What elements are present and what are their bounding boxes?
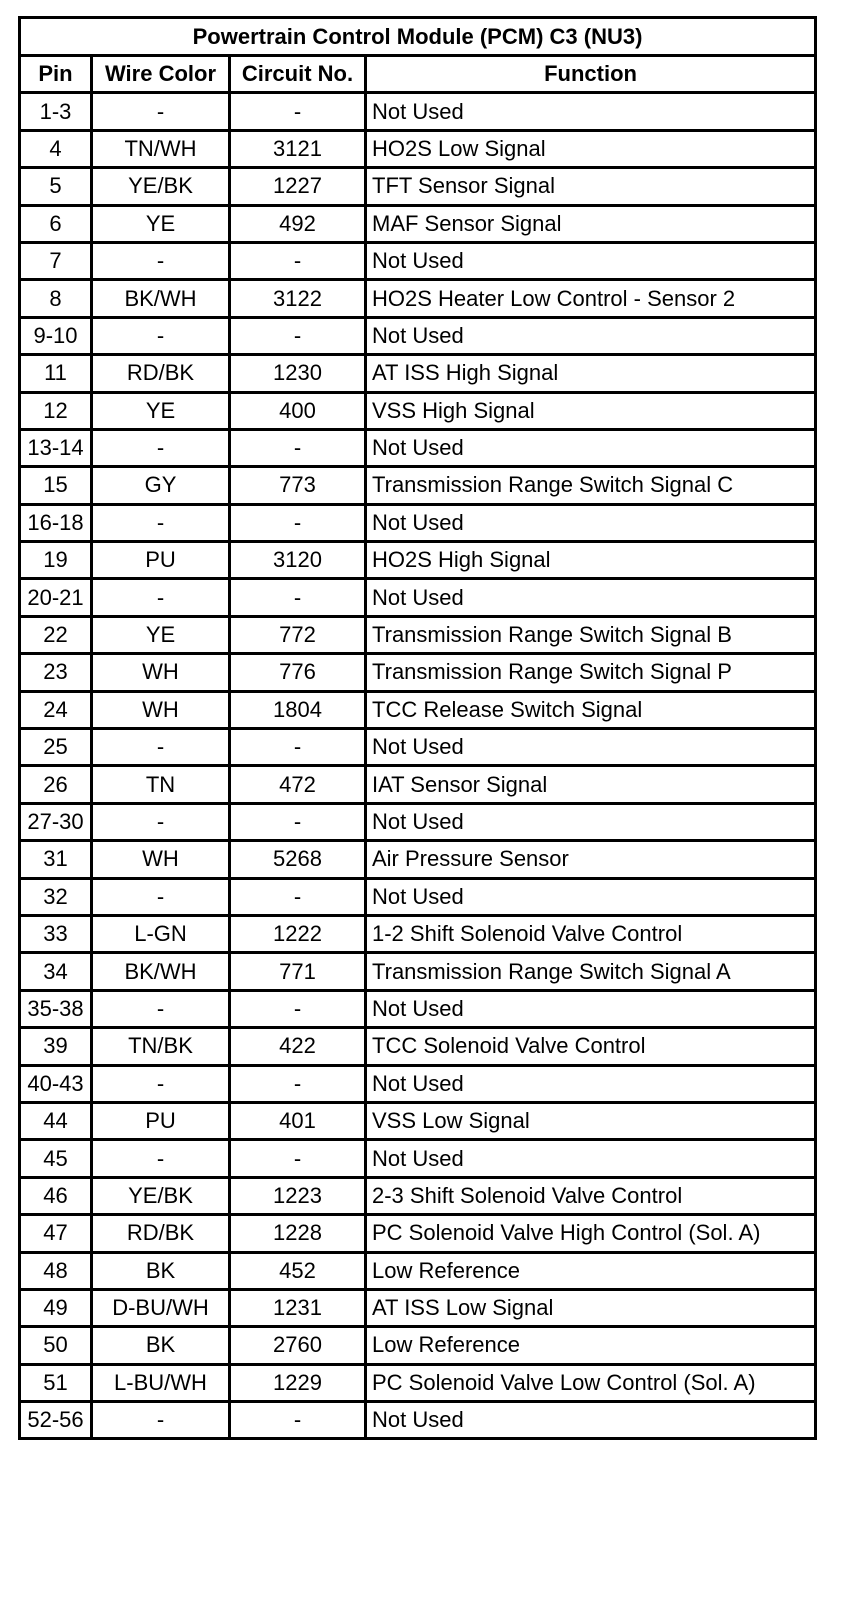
cell-circuit-no: 472 xyxy=(230,766,366,803)
cell-function: Not Used xyxy=(366,242,816,279)
cell-circuit-no: 776 xyxy=(230,654,366,691)
cell-function: Not Used xyxy=(366,803,816,840)
cell-pin: 35-38 xyxy=(20,990,92,1027)
cell-function: PC Solenoid Valve Low Control (Sol. A) xyxy=(366,1364,816,1401)
cell-wire-color: BK xyxy=(92,1327,230,1364)
cell-wire-color: BK/WH xyxy=(92,953,230,990)
cell-function: VSS High Signal xyxy=(366,392,816,429)
cell-circuit-no: - xyxy=(230,803,366,840)
cell-pin: 4 xyxy=(20,130,92,167)
table-row xyxy=(20,841,816,878)
cell-function: PC Solenoid Valve High Control (Sol. A) xyxy=(366,1215,816,1252)
cell-function: Low Reference xyxy=(366,1327,816,1364)
cell-pin: 6 xyxy=(20,205,92,242)
table-row xyxy=(20,429,816,466)
cell-pin: 50 xyxy=(20,1327,92,1364)
cell-pin: 1-3 xyxy=(20,93,92,130)
cell-circuit-no: - xyxy=(230,990,366,1027)
cell-wire-color: TN xyxy=(92,766,230,803)
cell-wire-color: - xyxy=(92,1065,230,1102)
cell-circuit-no: - xyxy=(230,242,366,279)
cell-circuit-no: - xyxy=(230,729,366,766)
cell-circuit-no: - xyxy=(230,1065,366,1102)
cell-pin: 46 xyxy=(20,1177,92,1214)
table-row xyxy=(20,1252,816,1289)
cell-function: IAT Sensor Signal xyxy=(366,766,816,803)
table-row xyxy=(20,317,816,354)
cell-wire-color: - xyxy=(92,504,230,541)
cell-wire-color: - xyxy=(92,803,230,840)
cell-circuit-no: - xyxy=(230,1140,366,1177)
table-row xyxy=(20,467,816,504)
cell-function: Not Used xyxy=(366,1140,816,1177)
cell-wire-color: PU xyxy=(92,1102,230,1139)
cell-function: Transmission Range Switch Signal A xyxy=(366,953,816,990)
cell-pin: 45 xyxy=(20,1140,92,1177)
cell-wire-color: - xyxy=(92,242,230,279)
table-row xyxy=(20,766,816,803)
table-row xyxy=(20,990,816,1027)
cell-function: AT ISS High Signal xyxy=(366,355,816,392)
cell-circuit-no: 1230 xyxy=(230,355,366,392)
column-header-pin: Pin xyxy=(20,56,92,93)
cell-circuit-no: 3122 xyxy=(230,280,366,317)
cell-wire-color: WH xyxy=(92,654,230,691)
cell-function: 1-2 Shift Solenoid Valve Control xyxy=(366,915,816,952)
cell-wire-color: GY xyxy=(92,467,230,504)
table-title: Powertrain Control Module (PCM) C3 (NU3) xyxy=(20,18,816,56)
cell-wire-color: L-GN xyxy=(92,915,230,952)
cell-pin: 47 xyxy=(20,1215,92,1252)
cell-function: TCC Release Switch Signal xyxy=(366,691,816,728)
cell-wire-color: L-BU/WH xyxy=(92,1364,230,1401)
cell-pin: 40-43 xyxy=(20,1065,92,1102)
cell-wire-color: - xyxy=(92,429,230,466)
cell-function: Not Used xyxy=(366,990,816,1027)
table-row xyxy=(20,280,816,317)
cell-circuit-no: 1229 xyxy=(230,1364,366,1401)
cell-pin: 51 xyxy=(20,1364,92,1401)
cell-function: MAF Sensor Signal xyxy=(366,205,816,242)
table-row xyxy=(20,355,816,392)
cell-pin: 20-21 xyxy=(20,579,92,616)
table-row xyxy=(20,392,816,429)
cell-pin: 9-10 xyxy=(20,317,92,354)
table-row xyxy=(20,1215,816,1252)
cell-function: TFT Sensor Signal xyxy=(366,168,816,205)
cell-function: Transmission Range Switch Signal B xyxy=(366,616,816,653)
cell-circuit-no: 1804 xyxy=(230,691,366,728)
cell-pin: 33 xyxy=(20,915,92,952)
table-row xyxy=(20,878,816,915)
cell-pin: 23 xyxy=(20,654,92,691)
table-body xyxy=(20,93,816,1439)
header-row xyxy=(20,56,816,93)
cell-function: HO2S Low Signal xyxy=(366,130,816,167)
table-row xyxy=(20,1140,816,1177)
cell-function: Not Used xyxy=(366,1065,816,1102)
cell-wire-color: - xyxy=(92,1140,230,1177)
pin-table xyxy=(18,16,817,1440)
title-row xyxy=(20,18,816,56)
cell-circuit-no: 772 xyxy=(230,616,366,653)
cell-circuit-no: 492 xyxy=(230,205,366,242)
cell-function: TCC Solenoid Valve Control xyxy=(366,1028,816,1065)
cell-wire-color: - xyxy=(92,878,230,915)
cell-pin: 22 xyxy=(20,616,92,653)
cell-wire-color: PU xyxy=(92,542,230,579)
cell-wire-color: - xyxy=(92,990,230,1027)
cell-wire-color: YE/BK xyxy=(92,168,230,205)
cell-function: Not Used xyxy=(366,429,816,466)
column-header-circuit-no: Circuit No. xyxy=(230,56,366,93)
table-row xyxy=(20,1065,816,1102)
cell-wire-color: YE/BK xyxy=(92,1177,230,1214)
cell-pin: 15 xyxy=(20,467,92,504)
table-row xyxy=(20,1402,816,1439)
cell-function: HO2S High Signal xyxy=(366,542,816,579)
cell-wire-color: WH xyxy=(92,841,230,878)
cell-circuit-no: 773 xyxy=(230,467,366,504)
table-row xyxy=(20,1102,816,1139)
table-row xyxy=(20,654,816,691)
cell-circuit-no: 5268 xyxy=(230,841,366,878)
cell-function: Not Used xyxy=(366,579,816,616)
cell-circuit-no: - xyxy=(230,429,366,466)
cell-function: Transmission Range Switch Signal C xyxy=(366,467,816,504)
cell-wire-color: TN/WH xyxy=(92,130,230,167)
cell-circuit-no: 2760 xyxy=(230,1327,366,1364)
table-row xyxy=(20,242,816,279)
cell-circuit-no: 1231 xyxy=(230,1289,366,1326)
cell-pin: 27-30 xyxy=(20,803,92,840)
cell-wire-color: TN/BK xyxy=(92,1028,230,1065)
cell-function: Not Used xyxy=(366,93,816,130)
cell-circuit-no: - xyxy=(230,878,366,915)
cell-pin: 8 xyxy=(20,280,92,317)
cell-circuit-no: 1223 xyxy=(230,1177,366,1214)
cell-pin: 31 xyxy=(20,841,92,878)
table-row xyxy=(20,953,816,990)
table-row xyxy=(20,1327,816,1364)
table-row xyxy=(20,1177,816,1214)
cell-pin: 48 xyxy=(20,1252,92,1289)
cell-pin: 12 xyxy=(20,392,92,429)
cell-pin: 11 xyxy=(20,355,92,392)
cell-function: VSS Low Signal xyxy=(366,1102,816,1139)
cell-wire-color: - xyxy=(92,1402,230,1439)
cell-pin: 39 xyxy=(20,1028,92,1065)
cell-circuit-no: - xyxy=(230,317,366,354)
cell-circuit-no: 400 xyxy=(230,392,366,429)
cell-wire-color: RD/BK xyxy=(92,1215,230,1252)
table-row xyxy=(20,93,816,130)
cell-pin: 19 xyxy=(20,542,92,579)
cell-wire-color: BK/WH xyxy=(92,280,230,317)
cell-circuit-no: 422 xyxy=(230,1028,366,1065)
cell-wire-color: - xyxy=(92,93,230,130)
cell-circuit-no: 452 xyxy=(230,1252,366,1289)
table-row xyxy=(20,915,816,952)
cell-wire-color: D-BU/WH xyxy=(92,1289,230,1326)
cell-wire-color: RD/BK xyxy=(92,355,230,392)
cell-pin: 5 xyxy=(20,168,92,205)
cell-circuit-no: - xyxy=(230,1402,366,1439)
column-header-wire-color: Wire Color xyxy=(92,56,230,93)
table-row xyxy=(20,504,816,541)
cell-circuit-no: 1228 xyxy=(230,1215,366,1252)
cell-function: 2-3 Shift Solenoid Valve Control xyxy=(366,1177,816,1214)
cell-pin: 49 xyxy=(20,1289,92,1326)
cell-circuit-no: 3120 xyxy=(230,542,366,579)
table-row xyxy=(20,803,816,840)
cell-function: Not Used xyxy=(366,1402,816,1439)
cell-pin: 24 xyxy=(20,691,92,728)
cell-pin: 34 xyxy=(20,953,92,990)
cell-function: HO2S Heater Low Control - Sensor 2 xyxy=(366,280,816,317)
cell-function: AT ISS Low Signal xyxy=(366,1289,816,1326)
table-row xyxy=(20,691,816,728)
cell-wire-color: YE xyxy=(92,205,230,242)
cell-circuit-no: 401 xyxy=(230,1102,366,1139)
cell-circuit-no: 771 xyxy=(230,953,366,990)
cell-pin: 7 xyxy=(20,242,92,279)
table-row xyxy=(20,1028,816,1065)
cell-function: Low Reference xyxy=(366,1252,816,1289)
column-header-function: Function xyxy=(366,56,816,93)
cell-pin: 25 xyxy=(20,729,92,766)
cell-pin: 52-56 xyxy=(20,1402,92,1439)
cell-circuit-no: 1222 xyxy=(230,915,366,952)
table-row xyxy=(20,168,816,205)
cell-wire-color: BK xyxy=(92,1252,230,1289)
cell-function: Not Used xyxy=(366,317,816,354)
cell-wire-color: YE xyxy=(92,616,230,653)
cell-function: Not Used xyxy=(366,504,816,541)
table-row xyxy=(20,579,816,616)
table-row xyxy=(20,729,816,766)
cell-pin: 13-14 xyxy=(20,429,92,466)
cell-wire-color: - xyxy=(92,579,230,616)
cell-circuit-no: - xyxy=(230,579,366,616)
cell-wire-color: - xyxy=(92,317,230,354)
table-row xyxy=(20,542,816,579)
table-row xyxy=(20,1364,816,1401)
cell-circuit-no: - xyxy=(230,504,366,541)
cell-circuit-no: 3121 xyxy=(230,130,366,167)
cell-pin: 26 xyxy=(20,766,92,803)
cell-circuit-no: 1227 xyxy=(230,168,366,205)
cell-pin: 44 xyxy=(20,1102,92,1139)
cell-wire-color: YE xyxy=(92,392,230,429)
cell-pin: 16-18 xyxy=(20,504,92,541)
cell-function: Transmission Range Switch Signal P xyxy=(366,654,816,691)
cell-wire-color: WH xyxy=(92,691,230,728)
table-row xyxy=(20,130,816,167)
cell-circuit-no: - xyxy=(230,93,366,130)
cell-pin: 32 xyxy=(20,878,92,915)
cell-function: Not Used xyxy=(366,878,816,915)
table-row xyxy=(20,205,816,242)
cell-function: Not Used xyxy=(366,729,816,766)
table-row xyxy=(20,1289,816,1326)
cell-function: Air Pressure Sensor xyxy=(366,841,816,878)
table-row xyxy=(20,616,816,653)
cell-wire-color: - xyxy=(92,729,230,766)
